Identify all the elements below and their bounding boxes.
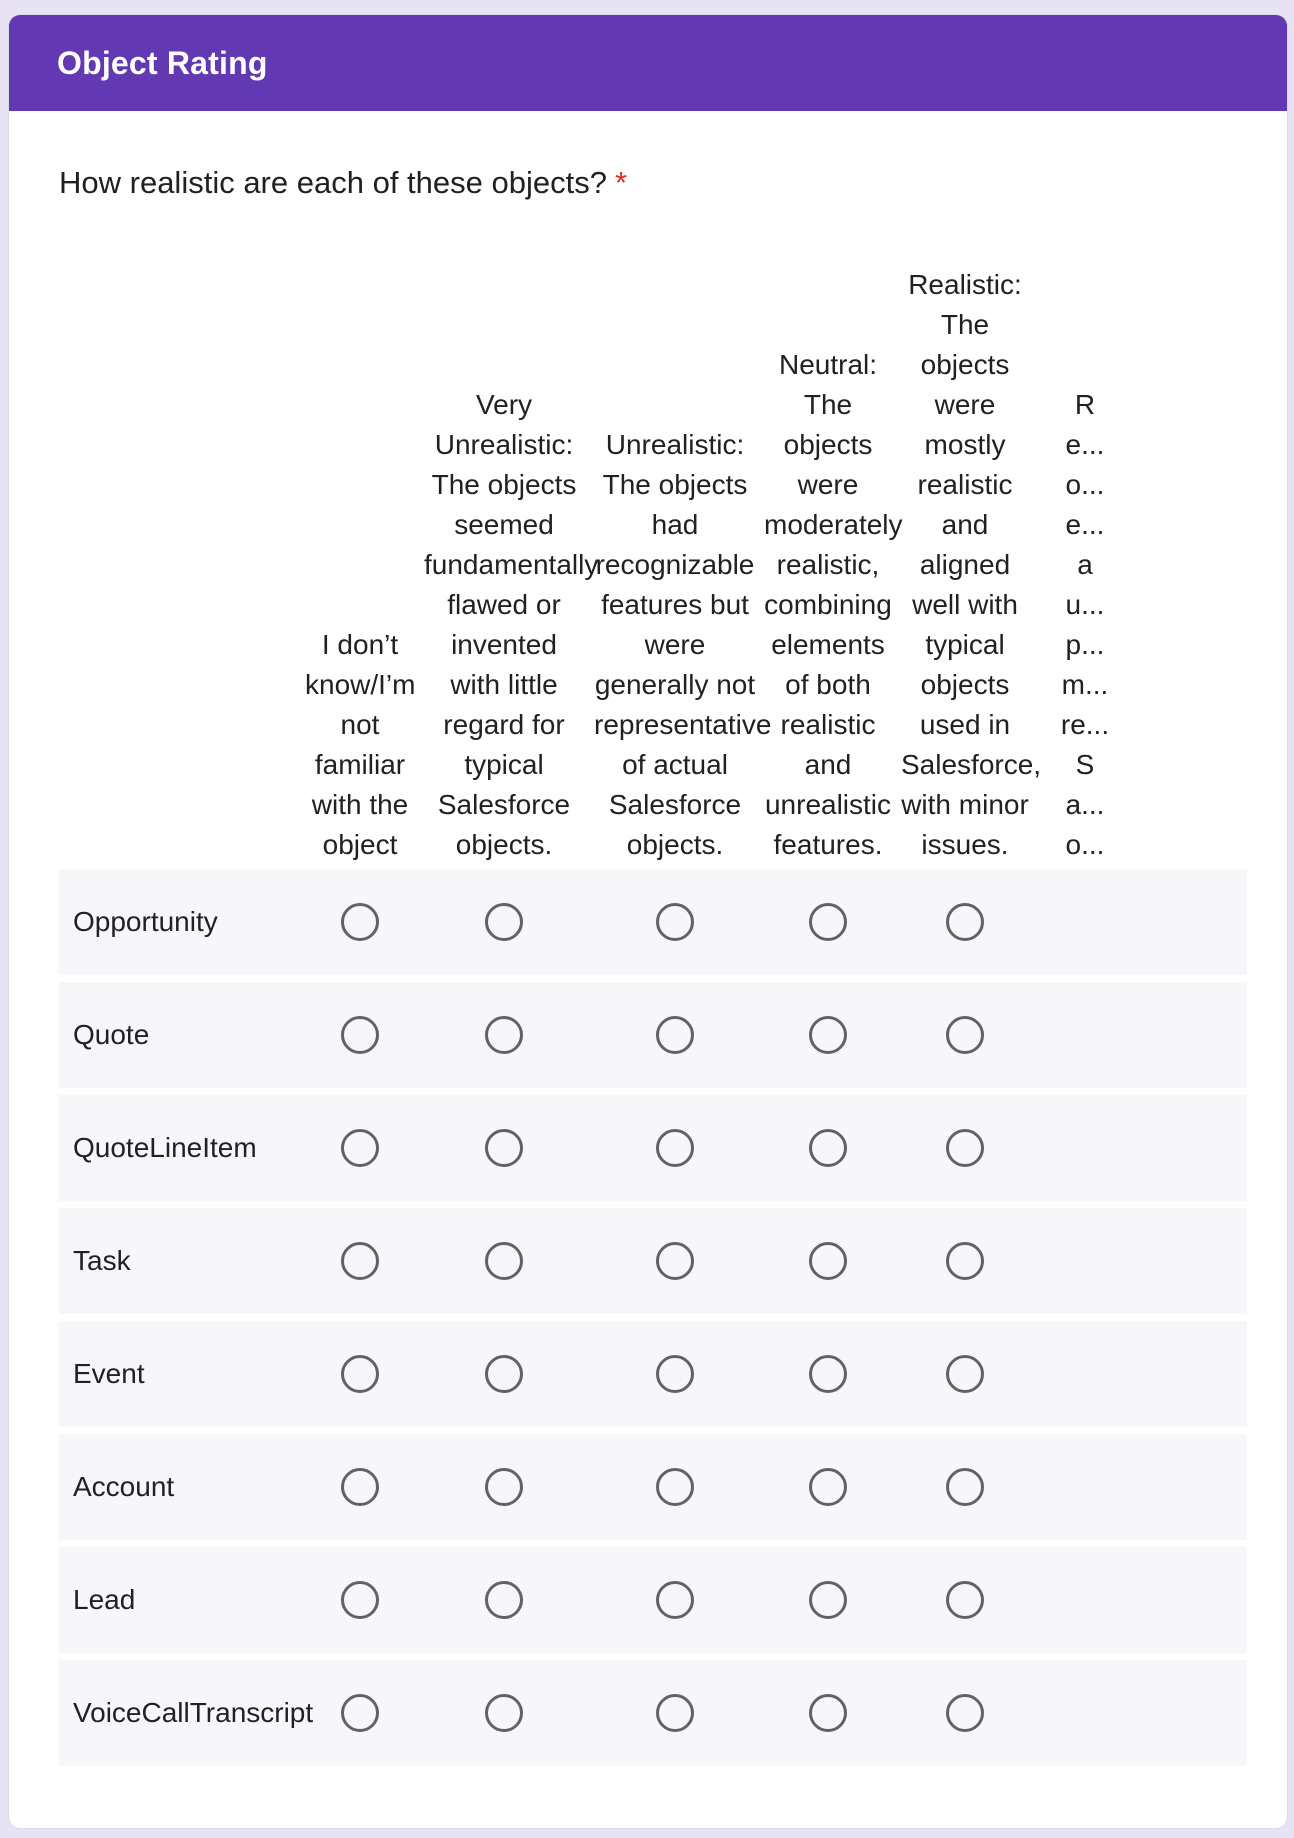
column-header-dont-know: I don’t know/I’m not familiar with the object (305, 629, 416, 860)
column-header-neutral: Neutral: The objects were moderately realistic, combining elements of both realistic and unrealistic features. (764, 349, 903, 860)
radio-option[interactable] (341, 1242, 379, 1280)
radio-option[interactable] (341, 1016, 379, 1054)
radio-option[interactable] (485, 1468, 523, 1506)
row-label: Account (73, 1471, 175, 1502)
radio-option[interactable] (341, 1581, 379, 1619)
radio-option[interactable] (656, 903, 694, 941)
form-card (8, 14, 1288, 1829)
radio-option[interactable] (946, 1242, 984, 1280)
grid-row (59, 1547, 1247, 1653)
grid-row (59, 1208, 1247, 1314)
grid-row (59, 1321, 1247, 1427)
radio-option[interactable] (341, 1129, 379, 1167)
radio-option[interactable] (656, 1242, 694, 1280)
radio-option[interactable] (946, 903, 984, 941)
radio-option[interactable] (656, 1016, 694, 1054)
radio-option[interactable] (656, 1129, 694, 1167)
radio-option[interactable] (485, 903, 523, 941)
radio-option[interactable] (809, 1581, 847, 1619)
radio-option[interactable] (946, 1355, 984, 1393)
radio-option[interactable] (485, 1355, 523, 1393)
radio-option[interactable] (485, 1694, 523, 1732)
column-header-realistic: Realistic: The objects were mostly realistic and aligned well with typical objects used in Salesforce, with minor issues. (901, 269, 1042, 860)
grid-column-headers (59, 235, 1247, 865)
radio-option[interactable] (946, 1694, 984, 1732)
grid-row (59, 982, 1247, 1088)
row-label: Quote (73, 1019, 150, 1050)
radio-option[interactable] (946, 1581, 984, 1619)
radio-option[interactable] (656, 1581, 694, 1619)
grid-row (59, 1095, 1247, 1201)
row-label: Event (73, 1358, 145, 1389)
radio-option[interactable] (485, 1129, 523, 1167)
radio-option[interactable] (485, 1581, 523, 1619)
question-title (59, 165, 627, 201)
radio-option[interactable] (341, 1355, 379, 1393)
row-label: QuoteLineItem (73, 1132, 257, 1163)
question-text: How realistic are each of these objects? (59, 165, 607, 200)
radio-option[interactable] (809, 1129, 847, 1167)
row-label: Lead (73, 1584, 136, 1615)
column-header-unrealistic: Unrealistic: The objects had recognizable features but were generally not representative of actual Salesforce objects. (594, 429, 772, 860)
radio-option[interactable] (946, 1468, 984, 1506)
radio-option[interactable] (809, 1355, 847, 1393)
radio-option[interactable] (656, 1468, 694, 1506)
section-title: Object Rating (57, 44, 268, 81)
radio-option[interactable] (809, 1694, 847, 1732)
radio-option[interactable] (809, 1242, 847, 1280)
row-label: VoiceCallTranscript (73, 1697, 314, 1728)
grid-row (59, 1434, 1247, 1540)
radio-option[interactable] (485, 1242, 523, 1280)
radio-option[interactable] (341, 903, 379, 941)
radio-option[interactable] (485, 1016, 523, 1054)
required-marker: * (614, 165, 628, 200)
radio-option[interactable] (809, 1468, 847, 1506)
grid-rows (59, 869, 1247, 1773)
radio-option[interactable] (809, 1016, 847, 1054)
section-header (9, 15, 1287, 111)
radio-option[interactable] (946, 1129, 984, 1167)
rating-grid[interactable] (59, 235, 1247, 1775)
column-header-very-unrealistic: Very Unrealistic: The objects seemed fundamentally flawed or invented with little regard for typical Salesforce objects. (424, 389, 599, 860)
grid-row (59, 869, 1247, 975)
radio-option[interactable] (809, 903, 847, 941)
radio-option[interactable] (341, 1468, 379, 1506)
row-label: Opportunity (73, 906, 218, 937)
radio-option[interactable] (341, 1694, 379, 1732)
radio-option[interactable] (656, 1694, 694, 1732)
radio-option[interactable] (656, 1355, 694, 1393)
radio-option[interactable] (946, 1016, 984, 1054)
grid-row (59, 1660, 1247, 1766)
column-header-very-realistic-partial: Re... o... e... au... p... m... re... Sa... o... (1060, 389, 1110, 860)
row-label: Task (73, 1245, 131, 1276)
